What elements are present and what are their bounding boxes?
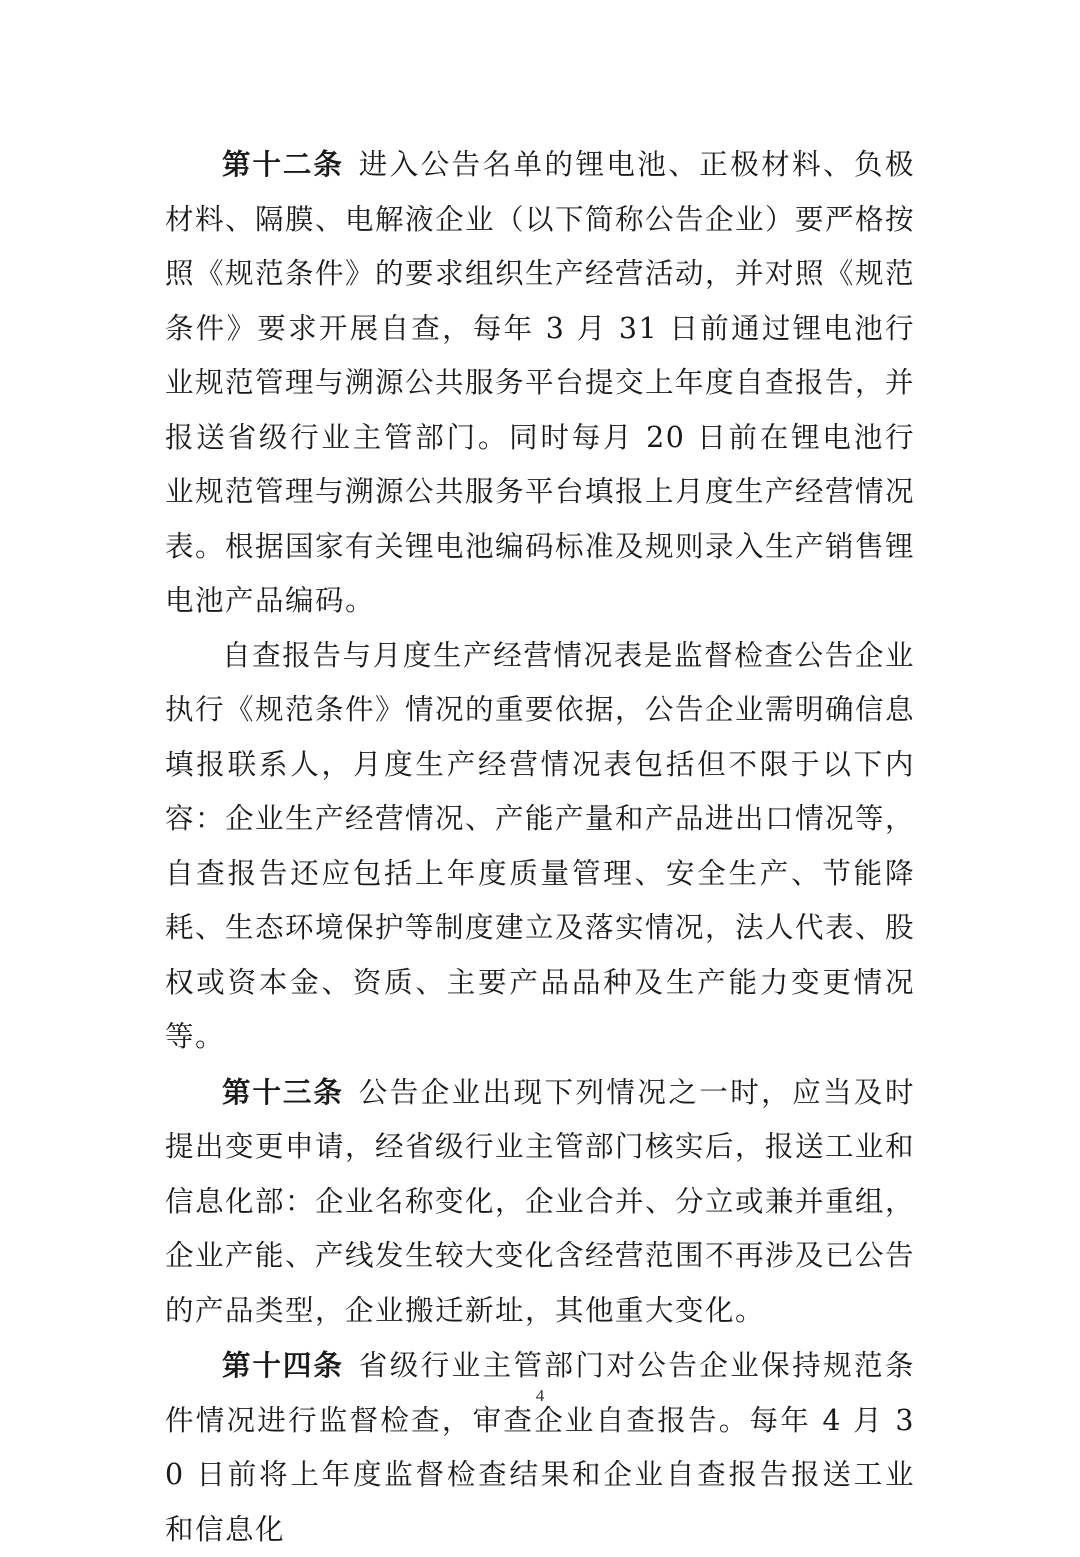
article-label: 第十三条: [222, 1074, 344, 1109]
document-body: [165, 137, 915, 1557]
paragraph-text: 自查报告与月度生产经营情况表是监督检查公告企业执行《规范条件》情况的重要依据，公告企业需明确信息填报联系人，月度生产经营情况表包括但不限于以下内容：企业生产经营情况、产能产量和产品进出口情况等，自查报告还应包括上年度质量管理、安全生产、节能降耗、生态环境保护等制度建立及落实情况，法人代表、股权或资本金、资质、主要产品品种及生产能力变更情况等。: [165, 638, 916, 1053]
paragraph-text: 公告企业出现下列情况之一时，应当及时提出变更申请，经省级行业主管部门核实后，报送工业和信息化部：企业名称变化，企业合并、分立或兼并重组，企业产能、产线发生较大变化含经营范围不再涉及已公告的产品类型，企业搬迁新址，其他重大变化。: [165, 1075, 916, 1327]
page-number: 4: [535, 1386, 545, 1405]
paragraph-text: 进入公告名单的锂电池、正极材料、负极材料、隔膜、电解液企业（以下简称公告企业）要严格按照《规范条件》的要求组织生产经营活动，并对照《规范条件》要求开展自查，每年 3 月 31 日前通过锂电池行业规范管理与溯源公共服务平台提交上年度自查报告，并报送省级行业主管部门。同时每月 20 日前在锂电池行业规范管理与溯源公共服务平台填报上月度生产经营情况表。根据国家有关锂电池编码标准及规则录入生产销售锂电池产品编码。: [165, 148, 916, 617]
self-inspection-paragraph: [165, 629, 915, 1065]
paragraph-text: 省级行业主管部门对公告企业保持规范条件情况进行监督检查，审查企业自查报告。每年 4 月 30 日前将上年度监督检查结果和企业自查报告报送工业和信息化: [165, 1349, 915, 1546]
article-label: 第十二条: [222, 147, 344, 181]
article-13-paragraph: [165, 1065, 915, 1339]
article-12-paragraph: [165, 137, 915, 629]
article-label: 第十四条: [222, 1348, 344, 1382]
article-14-paragraph: [165, 1338, 915, 1557]
